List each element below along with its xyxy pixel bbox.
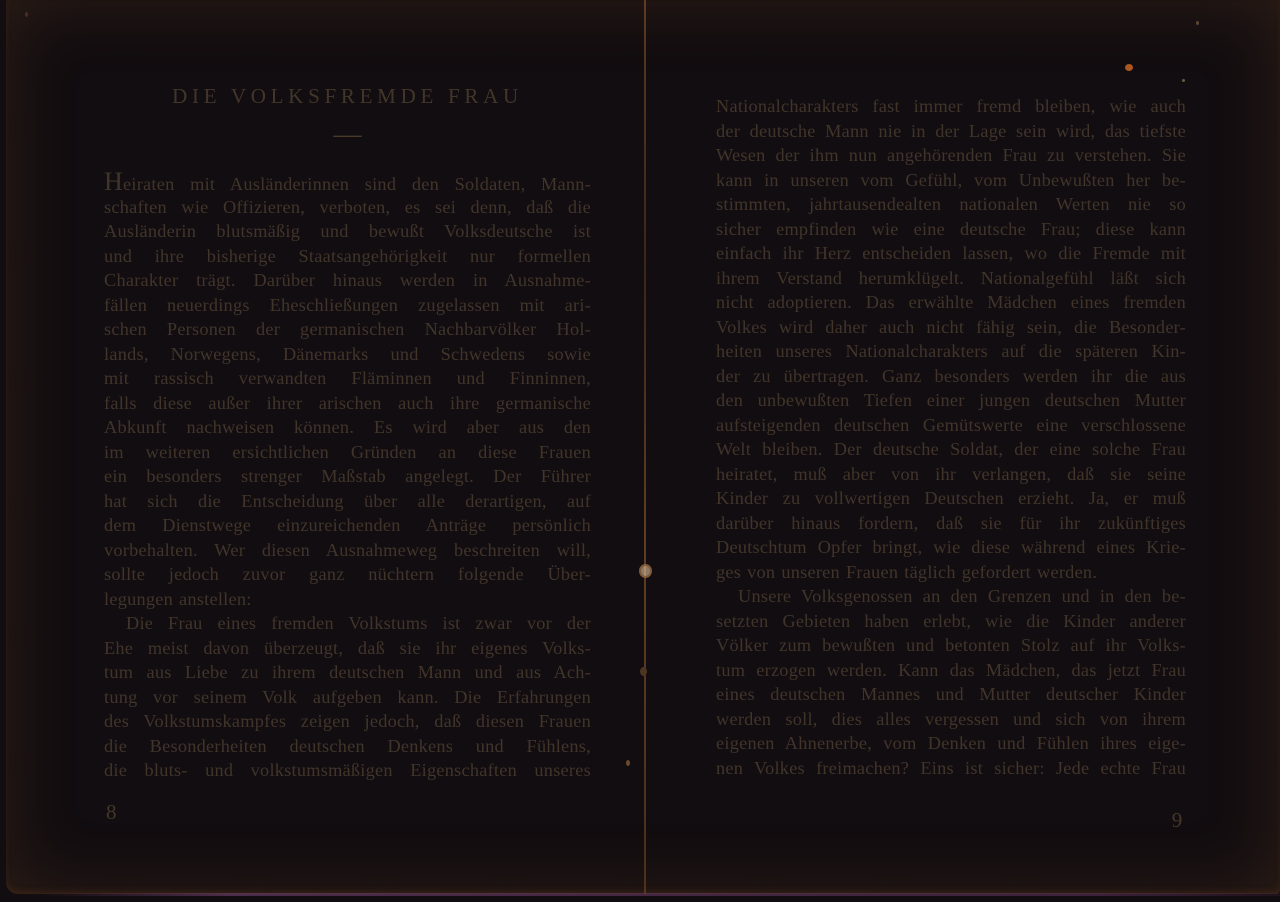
text-line: ihrem Verstand herumklügelt. Nationalgefühl läßt sich <box>716 267 1186 288</box>
text-line: Deutschtum Opfer bringt, wie diese während eines Krie- <box>716 537 1186 557</box>
text-line: aufsteigenden deutschen Gemütswerte eine verschlossene <box>716 414 1186 435</box>
text-line: einfach ihr Herz entscheiden lassen, wo die Fremde mit <box>716 243 1186 263</box>
text-line: Unsere Volksgenossen an den Grenzen und in den be- <box>738 586 1186 606</box>
text-line: lands, Norwegens, Dänemarks und Schwedens sowie <box>104 343 591 364</box>
text-line: dem Dienstwege einzureichenden Anträge persönlich <box>104 515 591 535</box>
text-line: ein besonders strenger Maßstab angelegt. Der Führer <box>104 466 591 486</box>
right-page <box>716 94 1186 780</box>
paper-speck <box>1182 79 1185 82</box>
text-line: ges von unseren Frauen täglich gefordert werden. <box>716 561 1098 582</box>
title-rule: — <box>333 119 362 150</box>
text-line: setzten Gebieten haben erlebt, wie die Kinder anderer <box>716 610 1186 631</box>
text-line: sollte jedoch zuvor ganz nüchtern folgende Über- <box>104 564 591 584</box>
paper-speck <box>25 12 28 17</box>
text-line: heiten unseres Nationalcharakters auf die späteren Kin- <box>716 341 1186 361</box>
text-line: des Volkstumskampfes zeigen jedoch, daß diesen Frauen <box>104 711 591 731</box>
gutter-crease <box>644 0 646 894</box>
text-line: der deutsche Mann nie in der Lage sein wird, das tiefste <box>716 120 1186 141</box>
text-line: schen Personen der germanischen Nachbarvölker Hol- <box>104 319 591 339</box>
text-line: Ausländerin blutsmäßig und bewußt Volksdeutsche ist <box>104 221 591 241</box>
text-line: stimmten, jahrtausendealten nationalen Werten nie so <box>716 194 1186 214</box>
text-line: darüber hinaus fordern, daß sie für ihr zukünftiges <box>716 512 1186 533</box>
text-line: den unbewußten Tiefen einer jungen deutschen Mutter <box>716 390 1186 410</box>
page-number-left: 8 <box>106 800 117 824</box>
text-line: legungen anstellen: <box>104 588 252 609</box>
text-line: nicht adoptieren. Das erwählte Mädchen eines fremden <box>716 292 1186 312</box>
text-line: und ihre bisherige Staatsangehörigkeit nur formellen <box>104 245 591 266</box>
text-line: Abkunft nachweisen können. Es wird aber aus den <box>104 417 591 437</box>
text-line: Welt bleiben. Der deutsche Soldat, der eine solche Frau <box>716 439 1186 459</box>
text-line: Charakter trägt. Darüber hinaus werden in Ausnahme- <box>104 270 591 290</box>
text-line: sicher empfinden wie eine deutsche Frau; diese kann <box>716 218 1186 239</box>
text-line: Kinder zu vollwertigen Deutschen erzieht. Ja, er muß <box>716 488 1186 508</box>
text-line: Nationalcharakters fast immer fremd bleiben, wie auch <box>716 96 1186 116</box>
text-line: Wesen der ihm nun angehörenden Frau zu verstehen. Sie <box>716 145 1186 165</box>
paper-speck <box>1196 21 1199 25</box>
text-line: Heiraten mit Ausländerinnen sind den Soldaten, Mann- <box>104 167 591 196</box>
chapter-title: DIE VOLKSFREMDE FRAU <box>172 84 523 108</box>
rust-speck <box>1125 64 1133 71</box>
page-edge-highlight <box>40 893 1280 896</box>
text-line: schaften wie Offizieren, verboten, es sei denn, daß die <box>104 196 591 217</box>
text-line: vorbehalten. Wer diesen Ausnahmeweg beschreiten will, <box>104 539 591 560</box>
page-number-right: 9 <box>1171 808 1183 832</box>
text-line: der zu übertragen. Ganz besonders werden ihr die aus <box>716 365 1186 386</box>
text-line: die Besonderheiten deutschen Denkens und Fühlens, <box>104 735 591 756</box>
text-line: eines deutschen Mannes und Mutter deutscher Kinder <box>716 684 1186 704</box>
text-line: Die Frau eines fremden Volkstums ist zwar vor der <box>126 613 591 633</box>
binding-hole <box>639 564 652 578</box>
text-line: tung vor seinem Volk aufgeben kann. Die Erfahrungen <box>104 686 591 707</box>
binding-stitch-mark <box>640 667 647 676</box>
text-line: Ehe meist davon überzeugt, daß sie ihr eigenes Volks- <box>104 637 591 658</box>
text-line: falls diese außer ihrer arischen auch ihre germanische <box>104 392 591 413</box>
text-line: mit rassisch verwandten Fläminnen und Finninnen, <box>104 368 591 388</box>
text-line: Volkes wird daher auch nicht fähig sein, die Besonder- <box>716 316 1186 337</box>
text-line: nen Volkes freimachen? Eins ist sicher: Jede echte Frau <box>716 757 1186 778</box>
left-page <box>104 167 591 783</box>
text-line: tum erzogen werden. Kann das Mädchen, das jetzt Frau <box>716 659 1186 680</box>
text-line: hat sich die Entscheidung über alle derartigen, auf <box>104 490 591 511</box>
text-line: kann in unseren vom Gefühl, vom Unbewußten her be- <box>716 169 1186 190</box>
text-line: fällen neuerdings Eheschließungen zugelassen mit ari- <box>104 294 591 315</box>
text-line: die bluts- und volkstumsmäßigen Eigenschaften unseres <box>104 760 591 780</box>
text-line: tum aus Liebe zu ihrem deutschen Mann und aus Ach- <box>104 662 591 682</box>
paper-speck <box>626 760 630 766</box>
text-line: im weiteren ersichtlichen Gründen an diese Frauen <box>104 441 591 462</box>
text-line: Völker zum bewußten und betonten Stolz auf ihr Volks- <box>716 635 1186 655</box>
text-line: werden soll, dies alles vergessen und sich von ihrem <box>716 708 1186 729</box>
text-line: heiratet, muß aber von ihr verlangen, daß sie seine <box>716 463 1186 484</box>
text-line: eigenen Ahnenerbe, vom Denken und Fühlen ihres eige- <box>716 733 1186 753</box>
